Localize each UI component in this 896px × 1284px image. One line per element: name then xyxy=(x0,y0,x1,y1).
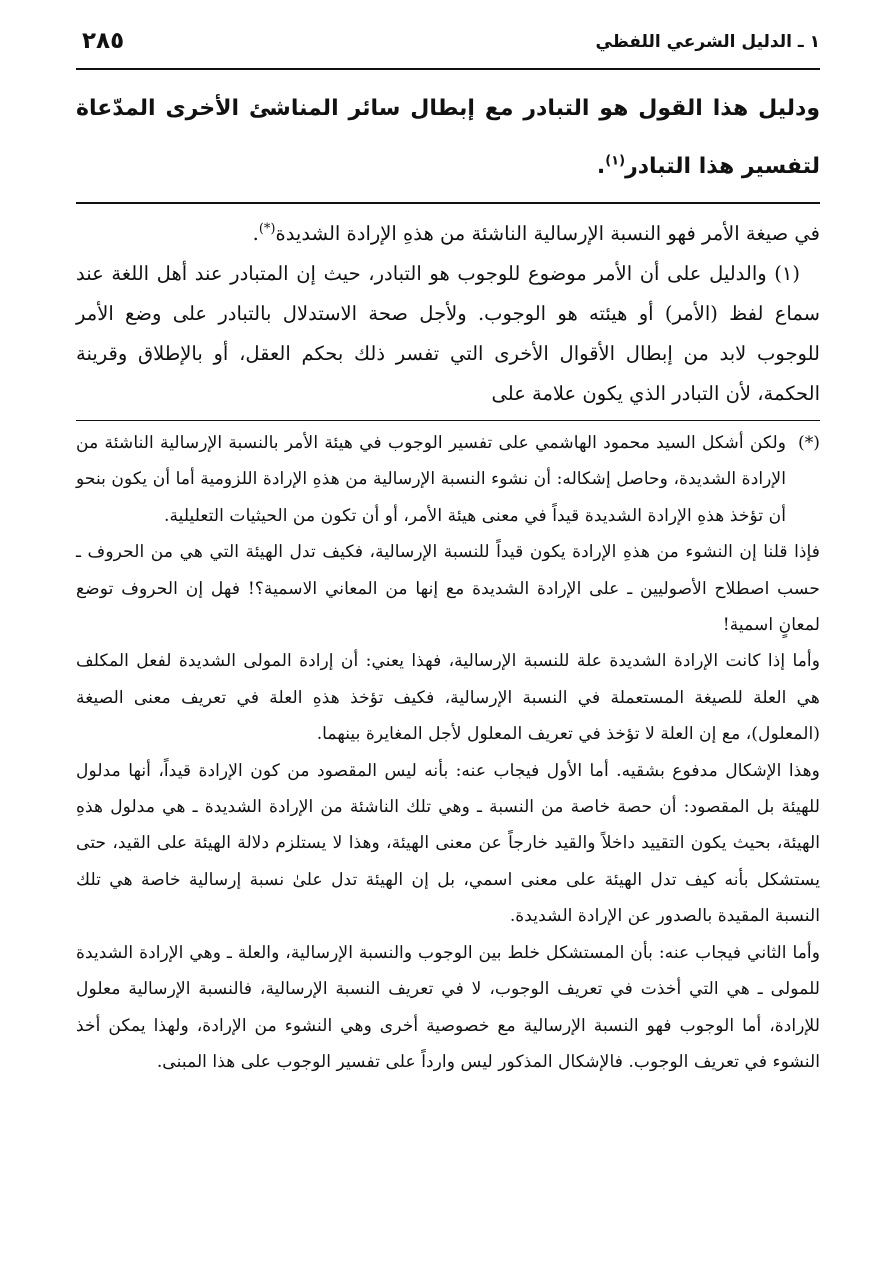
main-statement-end: . xyxy=(596,154,606,179)
footnote-ref-1: (١) xyxy=(605,153,626,169)
page-header xyxy=(76,28,820,70)
commentary-intro-end: . xyxy=(252,222,259,245)
main-statement xyxy=(76,80,820,204)
footnote-marker: (*) xyxy=(797,433,820,453)
footnote-paragraph-2: فإذا قلنا إن النشوء من هذهِ الإرادة يكون قيداً للنسبة الإرسالية، فكيف تدل الهيئة التي هي من الحروف ـ حسب اصطلاح الأصوليين ـ على الإرادة الشديدة مع إنها من المعاني الاسمية؟! فهل إن الحروف توضع لمعانٍ اسمية! xyxy=(76,542,820,636)
running-title: ١ ـ الدليل الشرعي اللفظي xyxy=(595,32,820,52)
commentary-note-1: (١) والدليل على أن الأمر موضوع للوجوب هو التبادر، حيث إن المتبادر عند أهل اللغة عند سماع لفظ (الأمر) أو هيئته هو الوجوب. ولأجل صحة الاستدلال بالتبادر على وضع الأمر للوجوب لابد من إبطال الأقوال الأخرى التي تفسر ذلك بحكم العقل، أو بالإطلاق وقرينة الحكمة، لأن التبادر الذي يكون علامة على xyxy=(76,262,820,405)
main-statement-text: ودليل هذا القول هو التبادر مع إبطال سائر المناشئ الأخرى المدّعاة لتفسير هذا التبادر xyxy=(76,96,820,179)
footnote-paragraph-5: وأما الثاني فيجاب عنه: بأن المستشكل خلط بين الوجوب والنسبة الإرسالية، والعلة ـ وهي الإرادة الشديدة للمولى ـ هي التي أخذت في تعريف الوجوب، لا في تعريف النسبة الإرسالية، فالنسبة الإرسالية معلول للإرادة، أما الوجوب فهو النسبة الإرسالية مع خصوصية أخرى وهي النشوء من الإرادة، ولهذا يمكن أخذ النشوء في تعريف الوجوب. فالإشكال المذكور ليس وارداً على تفسير الوجوب على هذا المبنى. xyxy=(76,942,820,1072)
footnote-paragraph-1 xyxy=(76,425,820,534)
commentary-block xyxy=(76,214,820,421)
footnote-paragraph-3: وأما إذا كانت الإرادة الشديدة علة للنسبة الإرسالية، فهذا يعني: أن إرادة المولى الشديدة لفعل المكلف هي العلة للصيغة المستعملة في النسبة الإرسالية، فكيف تؤخذ هذهِ العلة في تعريف معنى الصيغة (المعلول)، مع إن العلة لا تؤخذ في تعريف المعلول لأجل المغايرة بينهما. xyxy=(76,651,820,745)
book-page xyxy=(76,28,820,1264)
footnote-paragraph-1-text: ولكن أشكل السيد محمود الهاشمي على تفسير الوجوب في هيئة الأمر بالنسبة الإرسالية الناشئة من الإرادة الشديدة، وحاصل إشكاله: أن نشوء النسبة الإرسالية من هذهِ الإرادة اللزومية أما أن يكون بنحو أن تؤخذ هذهِ الإرادة الشديدة قيداً في معنى هيئة الأمر، أو أن تكون من الحيثيات التعليلية. xyxy=(76,433,786,526)
footnote-paragraph-4: وهذا الإشكال مدفوع بشقيه. أما الأول فيجاب عنه: بأنه ليس المقصود من كون الإرادة قيداً، أنها مدلول للهيئة بل المقصود: أن حصة خاصة من النسبة ـ وهي تلك الناشئة من الإرادة الشديدة ـ هي مدلول هذهِ الهيئة، بحيث يكون التقييد داخلاً والقيد خارجاً عن معنى الهيئة، وهذا لا يستلزم دلالة الهيئة على القيد، حتى يستشكل بأنه كيف تدل الهيئة على معنى اسمي، بل إن الهيئة تدل علىٰ نسبة إرسالية خاصة هي تلك النسبة المقيدة بالصدور عن الإرادة الشديدة. xyxy=(76,760,820,927)
page-number: ٢٨٥ xyxy=(82,28,125,54)
commentary-intro xyxy=(76,214,820,254)
footnote-block xyxy=(76,425,820,1080)
footnote-ref-star: (*) xyxy=(258,221,276,237)
commentary-intro-text: في صيغة الأمر فهو النسبة الإرسالية الناشئة من هذهِ الإرادة الشديدة xyxy=(275,222,820,245)
